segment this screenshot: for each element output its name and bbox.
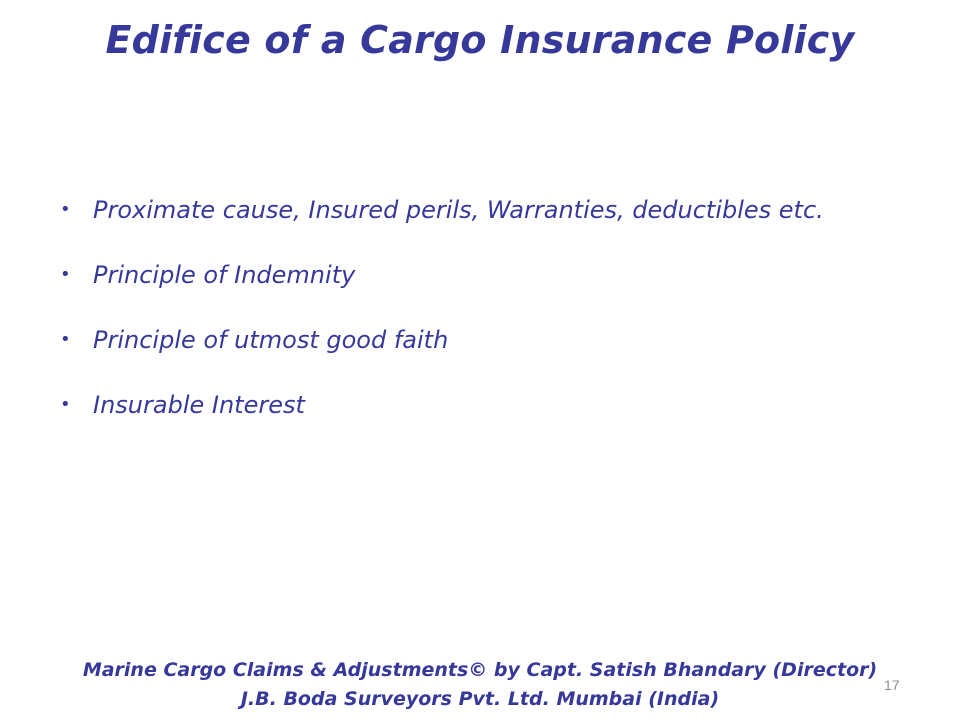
bullet-icon: • — [60, 329, 71, 350]
bullet-text: Principle of utmost good faith — [93, 326, 449, 354]
bullet-item — [60, 184, 900, 236]
footer-copyright: Marine Cargo Claims & Adjustments© by Capt. Satish Bhandary (Director) — [82, 659, 878, 681]
bullet-item — [60, 379, 900, 431]
page-number: 17 — [884, 677, 900, 693]
bullet-text: Principle of Indemnity — [93, 261, 356, 289]
bullet-icon: • — [60, 264, 71, 285]
footer-company: J.B. Boda Surveyors Pvt. Ltd. Mumbai (India) — [240, 688, 720, 710]
bullet-text: Insurable Interest — [93, 391, 305, 419]
bullet-icon: • — [60, 199, 71, 220]
bullet-icon: • — [60, 394, 71, 415]
bullet-item — [60, 249, 900, 301]
slide-title: Edifice of a Cargo Insurance Policy — [105, 18, 855, 62]
bullet-text: Proximate cause, Insured perils, Warranties, deductibles etc. — [93, 196, 824, 224]
bullet-item — [60, 314, 900, 366]
bullet-list — [60, 184, 900, 444]
slide-footer — [0, 656, 960, 714]
